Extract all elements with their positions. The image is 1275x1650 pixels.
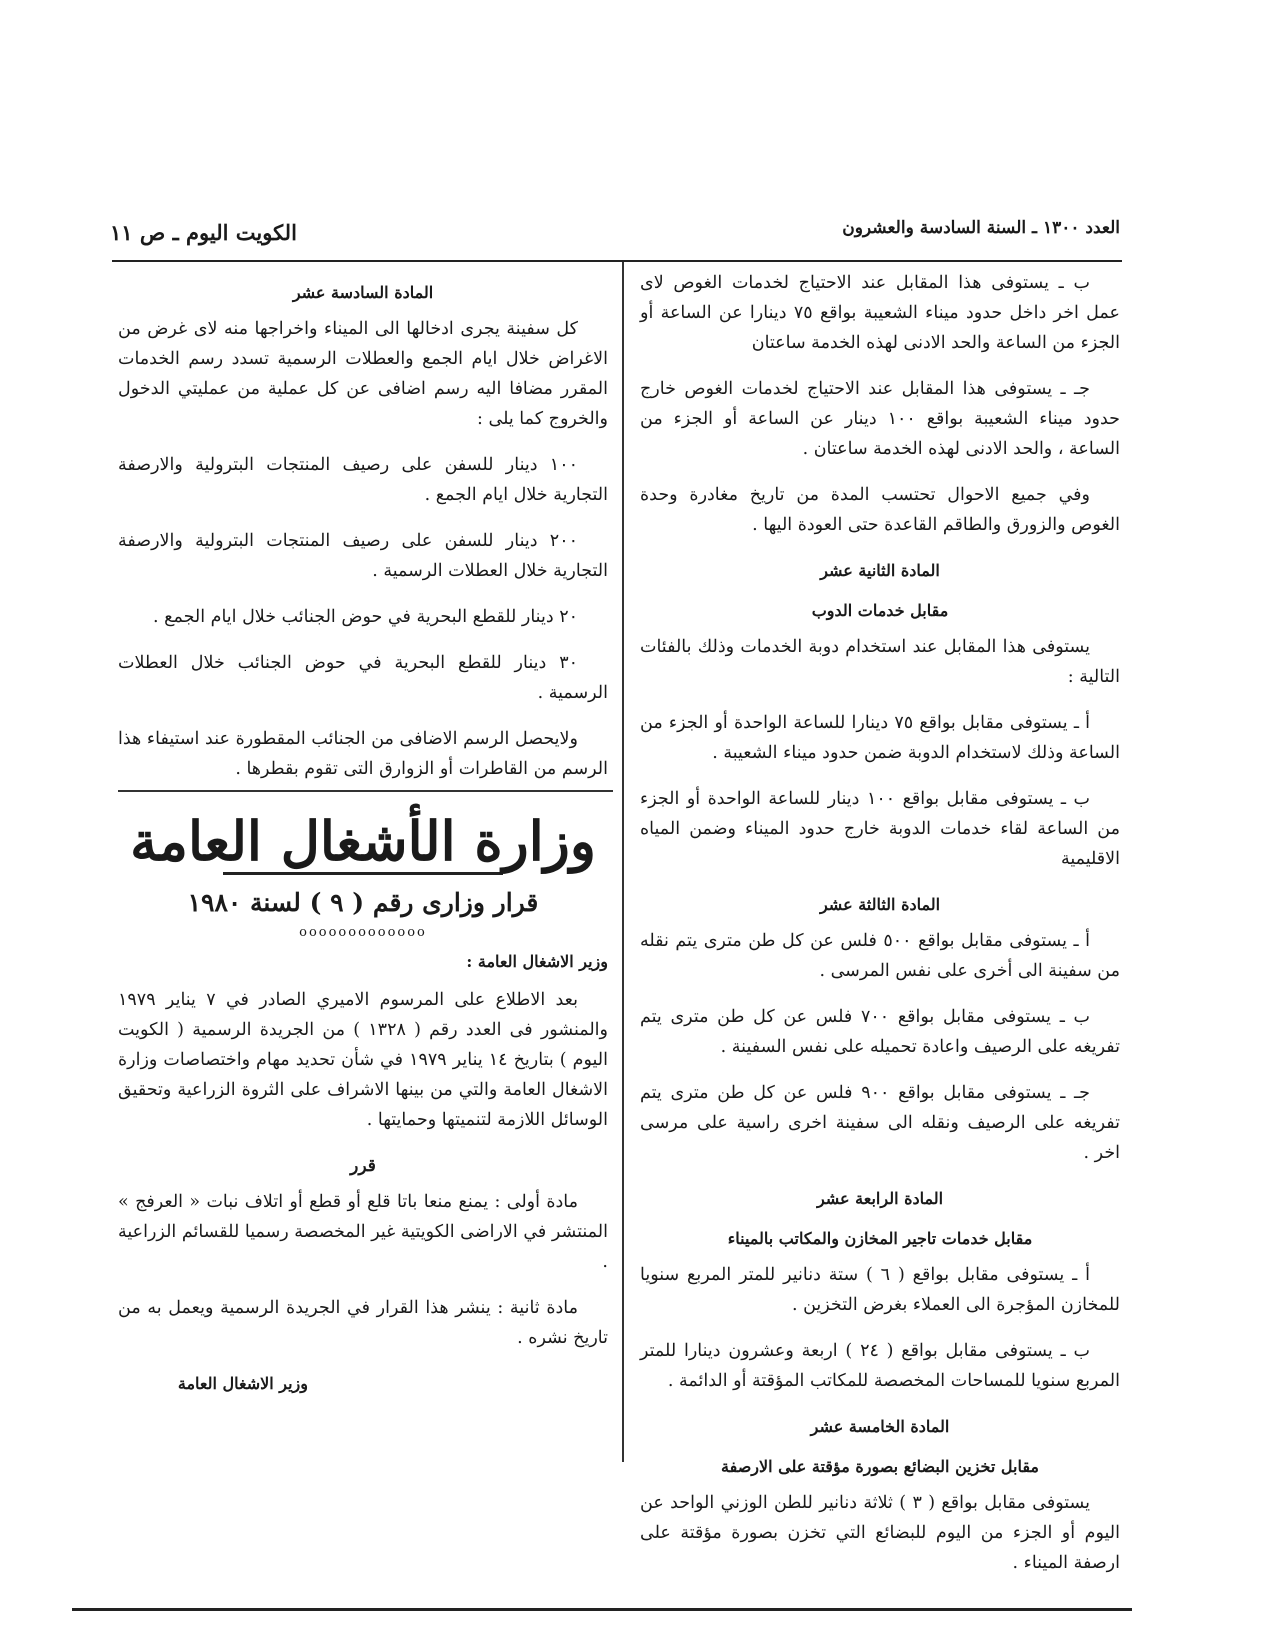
issue-info: العدد ١٣٠٠ ـ السنة السادسة والعشرون — [842, 218, 1120, 238]
article-12-item-a: أ ـ يستوفى مقابل بواقع ٧٥ دينارا للساعة الواحدة أو الجزء من الساعة وذلك لاستخدام الدوبة ضمن حدود ميناء الشعيبة . — [640, 713, 1120, 763]
article-13-title: المادة الثالثة عشر — [819, 895, 941, 914]
paragraph-all-cases: وفي جميع الاحوال تحتسب المدة من تاريخ مغادرة وحدة الغوص والزورق والطاقم القاعدة حتى العودة اليها . — [640, 485, 1120, 535]
article-16-item-3: ٢٠ دينار للقطع البحرية في حوض الجنائب خلال ايام الجمع . — [153, 607, 578, 627]
article-13-item-c: جـ ـ يستوفى مقابل بواقع ٩٠٠ فلس عن كل طن مترى يتم تفريغه على الرصيف ونقله الى سفينة اخرى راسية على مرسى اخر . — [640, 1083, 1120, 1163]
column-divider — [622, 262, 624, 1462]
article-16-title: المادة السادسة عشر — [292, 283, 434, 302]
decree-article-1: مادة أولى : يمنع منعا باتا قلع أو قطع أو اتلاف نبات « العرفج » المنتشر في الاراضى الكويتية غير المخصصة رسميا للقسائم الزراعية . — [118, 1192, 608, 1272]
paragraph-diving-inside: ب ـ يستوفى هذا المقابل عند الاحتياج لخدمات الغوص لاى عمل اخر داخل حدود ميناء الشعيبة بواقع ٧٥ دينارا عن الساعة أو الجزء من الساعة والحد الادنى لهذه الخدمة ساعتان — [640, 273, 1120, 353]
article-13-item-b: ب ـ يستوفى مقابل بواقع ٧٠٠ فلس عن كل طن مترى يتم تفريغه على الرصيف واعادة تحميله على نفس السفينة . — [640, 1007, 1120, 1057]
minister-signature: وزير الاشغال العامة — [177, 1374, 308, 1393]
article-15-subtitle: مقابل تخزين البضائع بصورة مؤقتة على الارصفة — [721, 1457, 1039, 1476]
article-14-item-b: ب ـ يستوفى مقابل بواقع ( ٢٤ ) اربعة وعشرون دينارا للمتر المربع سنويا للمساحات المخصصة للمكاتب المؤقتة أو الدائمة . — [640, 1341, 1120, 1391]
footer-rule — [72, 1608, 1132, 1611]
minister-intro: وزير الاشغال العامة : — [466, 952, 608, 971]
article-13-item-a: أ ـ يستوفى مقابل بواقع ٥٠٠ فلس عن كل طن مترى يتم نقله من سفينة الى أخرى على نفس المرسى . — [640, 931, 1120, 981]
article-12-intro: يستوفى هذا المقابل عند استخدام دوبة الخدمات وذلك بالفئات التالية : — [640, 637, 1120, 687]
left-column-top — [118, 268, 608, 800]
article-14-title: المادة الرابعة عشر — [816, 1189, 944, 1208]
decorative-dots: ooooooooooooo — [299, 925, 427, 940]
article-16-item-4: ٣٠ دينار للقطع البحرية في حوض الجنائب خلال العطلات الرسمية . — [118, 653, 608, 703]
paragraph-diving-outside: جـ ـ يستوفى هذا المقابل عند الاحتياج لخدمات الغوص خارج حدود ميناء الشعيبة بواقع ١٠٠ دينار عن الساعة أو الجزء من الساعة ، والحد الادنى لهذه الخدمة ساعتان . — [640, 379, 1120, 459]
decree-title: قرار وزارى رقم ( ٩ ) لسنة ١٩٨٠ — [187, 888, 539, 917]
article-16-note: ولايحصل الرسم الاضافى من الجنائب المقطورة عند استيفاء هذا الرسم من القاطرات أو الزوارق التى تقوم بقطرها . — [118, 729, 608, 779]
right-column — [640, 268, 1120, 1594]
article-12-subtitle: مقابل خدمات الدوب — [811, 601, 949, 620]
newspaper-page-label: الكويت اليوم ـ ص ١١ — [110, 220, 297, 245]
header-rule — [112, 260, 1122, 262]
decision-heading: قرر — [350, 1156, 376, 1176]
decree-article-2: مادة ثانية : ينشر هذا القرار في الجريدة الرسمية ويعمل به من تاريخ نشره . — [118, 1298, 608, 1348]
article-15-title: المادة الخامسة عشر — [810, 1417, 950, 1436]
section-separator — [118, 790, 613, 792]
decree-preamble: بعد الاطلاع على المرسوم الاميري الصادر في ٧ يناير ١٩٧٩ والمنشور فى العدد رقم ( ١٣٢٨ ) من الجريدة الرسمية ( الكويت اليوم ) بتاريخ ١٤ يناير ١٩٧٩ في شأن تحديد مهام واختصاصات وزارة الاشغال العامة والتي من بينها الاشراف على الثروة الزراعية وتحقيق الوسائل اللازمة لتنميتها وحمايتها . — [118, 990, 609, 1130]
ministry-name: وزارة الأشغال العامة — [130, 809, 596, 873]
article-12-title: المادة الثانية عشر — [820, 561, 940, 580]
article-16-intro: كل سفينة يجرى ادخالها الى الميناء واخراجها منه لاى غرض من الاغراض خلال ايام الجمع والعطلات الرسمية تسدد رسم الخدمات المقرر مضافا اليه رسم اضافى عن كل عملية من عمليتي الدخول والخروج كما يلى : — [118, 319, 608, 429]
article-14-subtitle: مقابل خدمات تاجير المخازن والمكاتب بالميناء — [727, 1229, 1033, 1248]
article-16-item-2: ٢٠٠ دينار للسفن على رصيف المنتجات البترولية والارصفة التجارية خلال العطلات الرسمية . — [118, 531, 608, 581]
article-14-item-a: أ ـ يستوفى مقابل بواقع ( ٦ ) ستة دنانير للمتر المربع سنويا للمخازن المؤجرة الى العملاء بغرض التخزين . — [640, 1265, 1120, 1315]
article-16-item-1: ١٠٠ دينار للسفن على رصيف المنتجات البترولية والارصفة التجارية خلال ايام الجمع . — [118, 455, 608, 505]
decree-section — [118, 806, 608, 1399]
article-15-text: يستوفى مقابل بواقع ( ٣ ) ثلاثة دنانير للطن الوزني الواحد عن اليوم أو الجزء من اليوم للبضائع التي تخزن بصورة مؤقتة على ارصفة الميناء . — [640, 1493, 1120, 1573]
article-12-item-b: ب ـ يستوفى مقابل بواقع ١٠٠ دينار للساعة الواحدة أو الجزء من الساعة لقاء خدمات الدوبة خارج حدود الميناء وضمن المياه الاقليمية — [640, 789, 1120, 869]
page-header — [110, 218, 1120, 252]
